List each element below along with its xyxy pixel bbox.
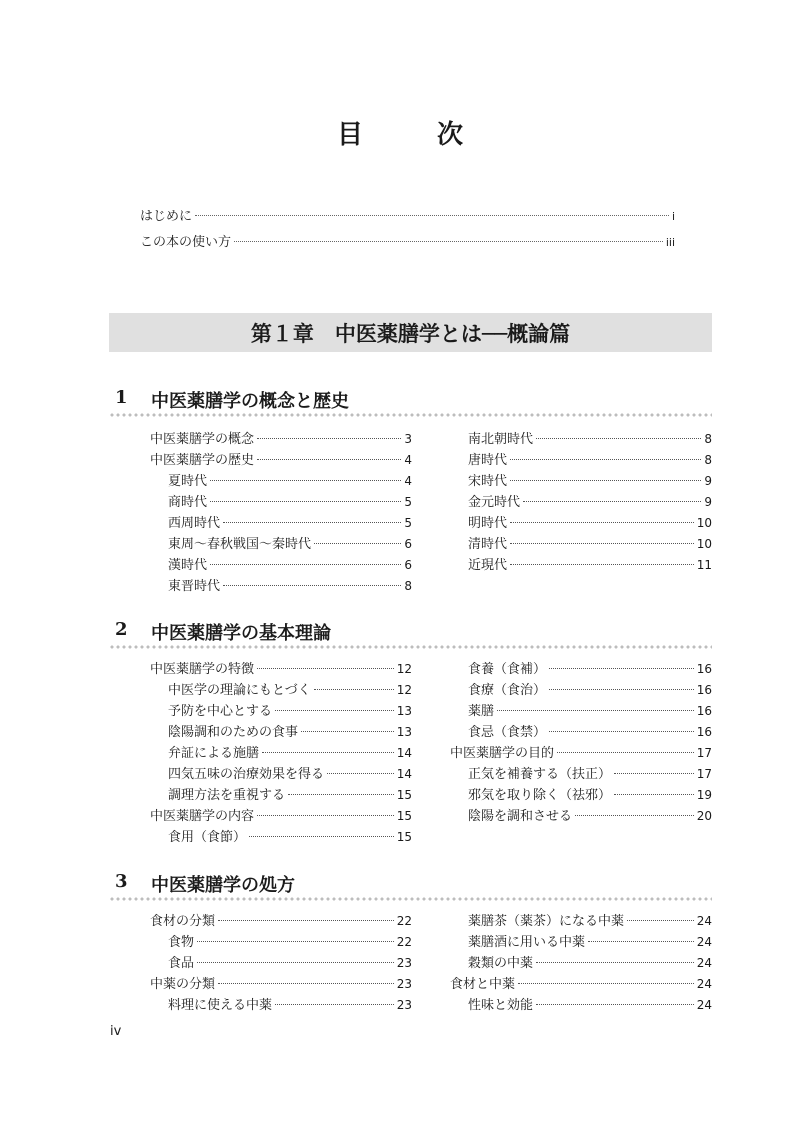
toc-subentry[interactable] [450, 806, 712, 827]
toc-entry-title: 食材の分類 [150, 914, 216, 929]
toc-column-right [450, 429, 712, 576]
toc-entry-title: 料理に使える中薬 [168, 998, 273, 1013]
toc-entry-page: i [671, 210, 675, 223]
toc-entry-page: 6 [404, 558, 412, 572]
leader-dots [549, 668, 694, 669]
toc-entry[interactable] [150, 974, 412, 995]
toc-entry-title: 中医薬膳学の内容 [150, 809, 255, 824]
leader-dots [510, 522, 694, 523]
toc-entry-page: 24 [696, 998, 712, 1012]
toc-column-left [150, 659, 412, 848]
toc-entry-page: 5 [404, 495, 412, 509]
leader-dots [223, 522, 401, 523]
toc-subentry[interactable] [150, 953, 412, 974]
toc-entry-page: 13 [396, 725, 412, 739]
leader-dots [197, 962, 394, 963]
toc-entry-title: 漢時代 [168, 558, 208, 573]
toc-entry[interactable] [150, 450, 412, 471]
toc-entry-page: 23 [396, 998, 412, 1012]
toc-entry-title: 調理方法を重視する [168, 788, 286, 803]
toc-entry-page: 20 [696, 809, 712, 823]
section-number: 2 [115, 619, 128, 640]
leader-dots [197, 941, 394, 942]
leader-dots [195, 215, 669, 216]
toc-column-right [450, 659, 712, 827]
toc-subentry[interactable] [450, 429, 712, 450]
toc-subentry[interactable] [150, 764, 412, 785]
toc-subentry[interactable] [450, 722, 712, 743]
toc-entry-title: 唐時代 [468, 453, 508, 468]
leader-dots [275, 1004, 394, 1005]
toc-entry-title: 予防を中心とする [168, 704, 273, 719]
toc-entry-title: 食療（食治） [468, 683, 547, 698]
leader-dots [549, 731, 694, 732]
toc-subentry[interactable] [450, 932, 712, 953]
toc-subentry[interactable] [150, 534, 412, 555]
toc-subentry[interactable] [150, 471, 412, 492]
toc-entry-page: 22 [396, 914, 412, 928]
toc-entry-preface[interactable] [140, 207, 675, 227]
leader-dots [288, 794, 394, 795]
toc-entry-title: 東晋時代 [168, 579, 221, 594]
toc-entry-page: 22 [396, 935, 412, 949]
leader-dots [257, 815, 394, 816]
toc-entry-page: 8 [704, 453, 712, 467]
toc-entry-page: 4 [404, 474, 412, 488]
toc-entry-title: 薬膳茶（薬茶）になる中薬 [468, 914, 625, 929]
leader-dots [549, 689, 694, 690]
toc-subentry[interactable] [450, 513, 712, 534]
toc-entry-page: 10 [696, 516, 712, 530]
toc-entry-title: 食品 [168, 956, 195, 971]
leader-dots [234, 241, 663, 242]
leader-dots [275, 710, 394, 711]
leader-dots [301, 731, 394, 732]
toc-entry-page: 15 [396, 809, 412, 823]
toc-entry-page: 8 [704, 432, 712, 446]
toc-entry-page: 19 [696, 788, 712, 802]
toc-entry-page: 14 [396, 746, 412, 760]
toc-subentry[interactable] [450, 680, 712, 701]
toc-entry-title: この本の使い方 [140, 235, 232, 250]
leader-dots [314, 543, 401, 544]
toc-entry-title: 明時代 [468, 516, 508, 531]
toc-entry-page: 12 [396, 662, 412, 676]
leader-dots [210, 501, 401, 502]
toc-entry-page: 24 [696, 977, 712, 991]
toc-column-left [150, 429, 412, 597]
toc-subentry[interactable] [150, 722, 412, 743]
leader-dots [536, 962, 694, 963]
toc-entry-page: 10 [696, 537, 712, 551]
toc-entry-title: 中医薬膳学の概念 [150, 432, 255, 447]
leader-dots [536, 1004, 694, 1005]
section-divider [109, 413, 712, 417]
leader-dots [557, 752, 694, 753]
page-title: 目 次 [336, 120, 487, 150]
toc-entry-title: 陰陽調和のための食事 [168, 725, 299, 740]
toc-entry-title: 商時代 [168, 495, 208, 510]
leader-dots [249, 836, 394, 837]
toc-entry-page: 5 [404, 516, 412, 530]
toc-entry-page: iii [665, 236, 675, 249]
toc-subentry[interactable] [150, 743, 412, 764]
section-divider [109, 645, 712, 649]
leader-dots [510, 564, 694, 565]
toc-entry-page: 24 [696, 956, 712, 970]
section-divider [109, 897, 712, 901]
leader-dots [614, 794, 694, 795]
leader-dots [218, 920, 394, 921]
leader-dots [614, 773, 694, 774]
toc-entry[interactable] [150, 429, 412, 450]
toc-entry-page: 16 [696, 662, 712, 676]
toc-entry-page: 12 [396, 683, 412, 697]
toc-subentry[interactable] [450, 764, 712, 785]
toc-entry-page: 9 [704, 474, 712, 488]
toc-entry-page: 23 [396, 977, 412, 991]
toc-column-right [450, 911, 712, 1016]
toc-entry-title: 東周～春秋戦国～秦時代 [168, 537, 312, 552]
toc-entry-page: 4 [404, 453, 412, 467]
toc-entry-title: 近現代 [468, 558, 508, 573]
leader-dots [210, 480, 401, 481]
toc-entry-page: 14 [396, 767, 412, 781]
leader-dots [497, 710, 694, 711]
section-number: 3 [115, 871, 128, 892]
leader-dots [510, 459, 701, 460]
section-title: 中医薬膳学の概念と歴史 [151, 391, 349, 412]
toc-column-left [150, 911, 412, 1016]
toc-entry-page: 24 [696, 935, 712, 949]
toc-entry-title: 西周時代 [168, 516, 221, 531]
toc-subentry[interactable] [450, 659, 712, 680]
toc-entry-page: 6 [404, 537, 412, 551]
toc-entry-title: 中薬の分類 [150, 977, 216, 992]
toc-entry-title: 薬膳 [468, 704, 495, 719]
toc-subentry[interactable] [450, 911, 712, 932]
toc-entry[interactable] [450, 743, 712, 764]
toc-entry-page: 9 [704, 495, 712, 509]
toc-entry-how-to-use[interactable] [140, 233, 675, 253]
toc-entry-title: 食材と中薬 [450, 977, 516, 992]
toc-subentry[interactable] [150, 932, 412, 953]
toc-entry-page: 15 [396, 830, 412, 844]
toc-subentry[interactable] [150, 513, 412, 534]
toc-entry-title: 中医学の理論にもとづく [168, 683, 311, 698]
leader-dots [327, 773, 394, 774]
toc-entry-title: 中医薬膳学の特徴 [150, 662, 255, 677]
leader-dots [510, 543, 694, 544]
toc-entry-page: 15 [396, 788, 412, 802]
leader-dots [223, 585, 401, 586]
toc-subentry[interactable] [150, 701, 412, 722]
section-title: 中医薬膳学の基本理論 [151, 623, 331, 644]
toc-subentry[interactable] [150, 995, 412, 1016]
toc-subentry[interactable] [150, 492, 412, 513]
toc-subentry[interactable] [450, 995, 712, 1016]
toc-entry-title: 食物 [168, 935, 195, 950]
toc-entry-page: 17 [696, 746, 712, 760]
toc-entry-page: 13 [396, 704, 412, 718]
toc-entry-page: 23 [396, 956, 412, 970]
toc-entry-title: 薬膳酒に用いる中薬 [468, 935, 586, 950]
section-number: 1 [115, 387, 128, 408]
toc-entry-title: 陰陽を調和させる [468, 809, 573, 824]
toc-subentry[interactable] [450, 534, 712, 555]
toc-entry-page: 16 [696, 683, 712, 697]
toc-entry-title: 食忌（食禁） [468, 725, 547, 740]
toc-entry[interactable] [450, 974, 712, 995]
toc-entry-page: 16 [696, 725, 712, 739]
toc-entry-page: 8 [404, 579, 412, 593]
toc-entry-title: 南北朝時代 [468, 432, 534, 447]
toc-entry[interactable] [150, 806, 412, 827]
leader-dots [262, 752, 394, 753]
toc-subentry[interactable] [450, 492, 712, 513]
section-title: 中医薬膳学の処方 [151, 875, 295, 896]
leader-dots [257, 438, 401, 439]
leader-dots [257, 668, 394, 669]
toc-entry-title: 邪気を取り除く（祛邪） [468, 788, 612, 803]
toc-entry-title: 宋時代 [468, 474, 508, 489]
toc-entry-title: 食用（食節） [168, 830, 247, 845]
toc-entry-title: 正気を補養する（扶正） [468, 767, 612, 782]
toc-entry-page: 11 [696, 558, 712, 572]
leader-dots [314, 689, 394, 690]
toc-entry-title: 四気五味の治療効果を得る [168, 767, 325, 782]
toc-entry[interactable] [150, 659, 412, 680]
toc-entry[interactable] [150, 911, 412, 932]
leader-dots [218, 983, 394, 984]
toc-entry-title: はじめに [140, 209, 193, 224]
toc-subentry[interactable] [150, 785, 412, 806]
toc-entry-title: 性味と効能 [468, 998, 534, 1013]
toc-entry-title: 金元時代 [468, 495, 521, 510]
leader-dots [518, 983, 694, 984]
toc-subentry[interactable] [450, 953, 712, 974]
leader-dots [510, 480, 701, 481]
toc-subentry[interactable] [450, 555, 712, 576]
toc-subentry[interactable] [450, 785, 712, 806]
toc-entry-page: 24 [696, 914, 712, 928]
toc-entry-page: 3 [404, 432, 412, 446]
toc-entry-title: 中医薬膳学の目的 [450, 746, 555, 761]
toc-entry-title: 中医薬膳学の歴史 [150, 453, 255, 468]
toc-entry-title: 清時代 [468, 537, 508, 552]
leader-dots [210, 564, 401, 565]
leader-dots [536, 438, 701, 439]
leader-dots [523, 501, 701, 502]
chapter-title: 第１章 中医薬膳学とは──概論篇 [250, 320, 571, 346]
section-heading-2 [109, 619, 712, 645]
toc-subentry[interactable] [150, 827, 412, 848]
leader-dots [575, 815, 694, 816]
toc-subentry[interactable] [150, 576, 412, 597]
toc-entry-title: 弁証による施膳 [168, 746, 260, 761]
section-heading-1 [109, 387, 712, 413]
toc-entry-title: 穀類の中薬 [468, 956, 534, 971]
section-heading-3 [109, 871, 712, 897]
page-number: iv [110, 1024, 122, 1039]
toc-entry-page: 17 [696, 767, 712, 781]
toc-entry-page: 16 [696, 704, 712, 718]
toc-subentry[interactable] [450, 450, 712, 471]
chapter-heading [109, 313, 712, 352]
toc-entry-title: 食養（食補） [468, 662, 547, 677]
toc-subentry[interactable] [450, 701, 712, 722]
toc-subentry[interactable] [450, 471, 712, 492]
leader-dots [257, 459, 401, 460]
leader-dots [588, 941, 694, 942]
toc-subentry[interactable] [150, 555, 412, 576]
toc-entry-title: 夏時代 [168, 474, 208, 489]
leader-dots [627, 920, 694, 921]
toc-subentry[interactable] [150, 680, 412, 701]
